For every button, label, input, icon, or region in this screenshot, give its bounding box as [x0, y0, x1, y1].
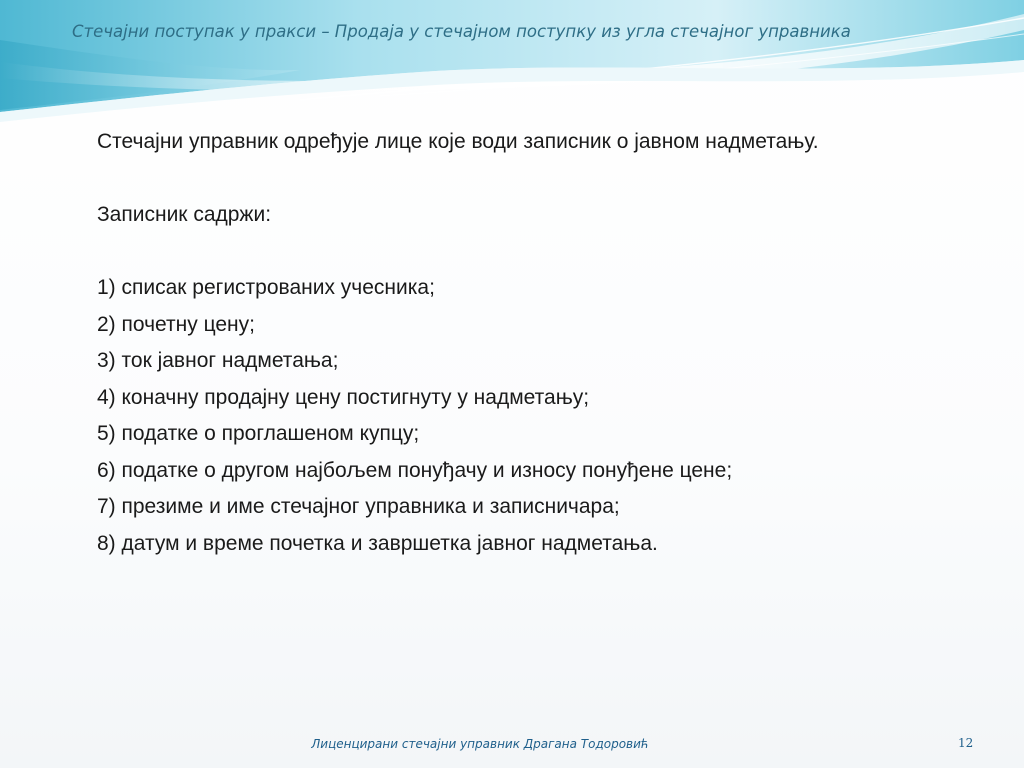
- spacer: [97, 234, 917, 271]
- slide-body: [97, 124, 917, 562]
- footer-author: Лиценцирани стечајни управник Драгана Тодоровић: [311, 737, 649, 751]
- list-item: 7) презиме и име стечајног управника и записничара;: [97, 495, 620, 518]
- list-item: 3) ток јавног надметања;: [97, 349, 339, 372]
- list-item: 2) почетну цену;: [97, 312, 255, 336]
- page-number: 12: [958, 736, 974, 750]
- list-item: 8) датум и време почетка и завршетка јавног надметања.: [97, 531, 658, 555]
- spacer: [97, 161, 917, 198]
- list-lead: Записник садржи:: [97, 203, 272, 226]
- list-item: 6) податке о другом најбољем понуђачу и износу понуђене цене;: [97, 458, 733, 482]
- slide-title: Стечајни поступак у пракси – Продаја у стечајном поступку из угла стечајног управника: [72, 22, 851, 41]
- intro-paragraph: Стечајни управник одређује лице које води записник о јавном надметању.: [97, 130, 819, 153]
- header-wave-decoration: [0, 0, 1024, 130]
- list-item: 5) податке о проглашеном купцу;: [97, 422, 420, 445]
- list-item: 4) коначну продајну цену постигнуту у надметању;: [97, 385, 590, 409]
- list-item: 1) списак регистрованих учесника;: [97, 276, 435, 299]
